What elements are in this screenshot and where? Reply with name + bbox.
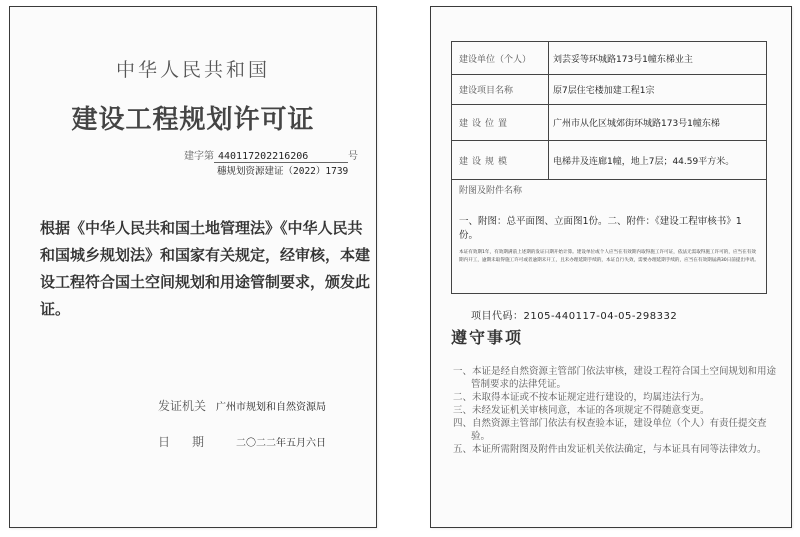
attachments-label: 附图及附件名称 (459, 186, 523, 196)
table-row (452, 141, 767, 180)
notice-title: 遵守事项 (451, 328, 524, 347)
document-number: 穗规划资源建证（2022）1739 (217, 166, 349, 177)
notice-item: 二、未取得本证或不按本证规定进行建设的，均属违法行为。 (453, 392, 710, 403)
table-row (452, 75, 767, 105)
validity-fine-print: 本证有效期1年，有效期满前上述期的发证日期开始计算。建设单位或个人应当在有效期内取得施工许可证，依法无需取得施工许可的，应当在有效期内开工，逾期未取得施工许可或者逾期未开工，且未办理延期手续的，本证自行失效，需要办理延期手续的，应当在有效期届满30日前提出申请。 (459, 250, 759, 263)
row-value-location: 广州市从化区城郊街环城路173号1幢东梯 (549, 105, 767, 141)
row-label-builder: 建设单位（个人） (452, 42, 549, 75)
issuer-label: 发证机关 (158, 399, 207, 413)
date-value: 二〇二二年五月六日 (236, 438, 327, 449)
certificate-number: 440117202216206 (214, 151, 348, 163)
certificate-body-text: 根据《中华人民共和国土地管理法》《中华人民共和国城乡规划法》和国家有关规定，经审核，本建设工程符合国土空间规划和用途管制要求，颁发此证。 (40, 219, 371, 318)
certificate-number-line (184, 147, 358, 163)
row-label-location: 建设位置 (452, 105, 549, 141)
date-row (158, 433, 326, 450)
row-label-project-name: 建设项目名称 (452, 75, 549, 105)
issuer-row (158, 397, 326, 414)
table-row (452, 42, 767, 75)
table-row (452, 105, 767, 141)
project-code: 项目代码：2105-440117-04-05-298332 (471, 311, 678, 322)
issuer-value: 广州市规划和自然资源局 (216, 402, 327, 413)
certificate-front-page (9, 6, 377, 528)
row-value-project-name: 原7层住宅楼加建工程1宗 (549, 75, 767, 105)
notice-item: 三、未经发证机关审核同意，本证的各项规定不得随意变更。 (453, 405, 710, 416)
project-info-table (451, 41, 767, 180)
notice-item: 一、本证是经自然资源主管部门依法审核，建设工程符合国土空间规划和用途管制要求的法律凭证。 (453, 366, 777, 390)
notice-item: 四、自然资源主管部门依法有权查验本证，建设单位（个人）有责任提交查验。 (453, 418, 767, 442)
cert-suffix: 号 (348, 151, 358, 162)
attachments-box (451, 179, 767, 294)
row-value-builder: 刘芸妥等环城路173号1幢东梯业主 (549, 42, 767, 75)
cert-prefix: 建字第 (184, 151, 214, 162)
attachments-text: 一、附图：总平面图、立面图1份。二、附件：《建设工程审核书》1份。 (459, 216, 742, 241)
row-label-scale: 建设规模 (452, 141, 549, 180)
issuing-country: 中华人民共和国 (115, 59, 270, 81)
certificate-detail-page (430, 6, 792, 528)
certificate-title: 建设工程规划许可证 (71, 105, 315, 135)
row-value-scale: 电梯井及连廊1幢，地上7层；44.59平方米。 (549, 141, 767, 180)
notice-list (453, 365, 778, 456)
date-label: 日期 (158, 435, 227, 449)
notice-item: 五、本证所需附图及附件由发证机关依法确定，与本证具有同等法律效力。 (453, 444, 767, 455)
